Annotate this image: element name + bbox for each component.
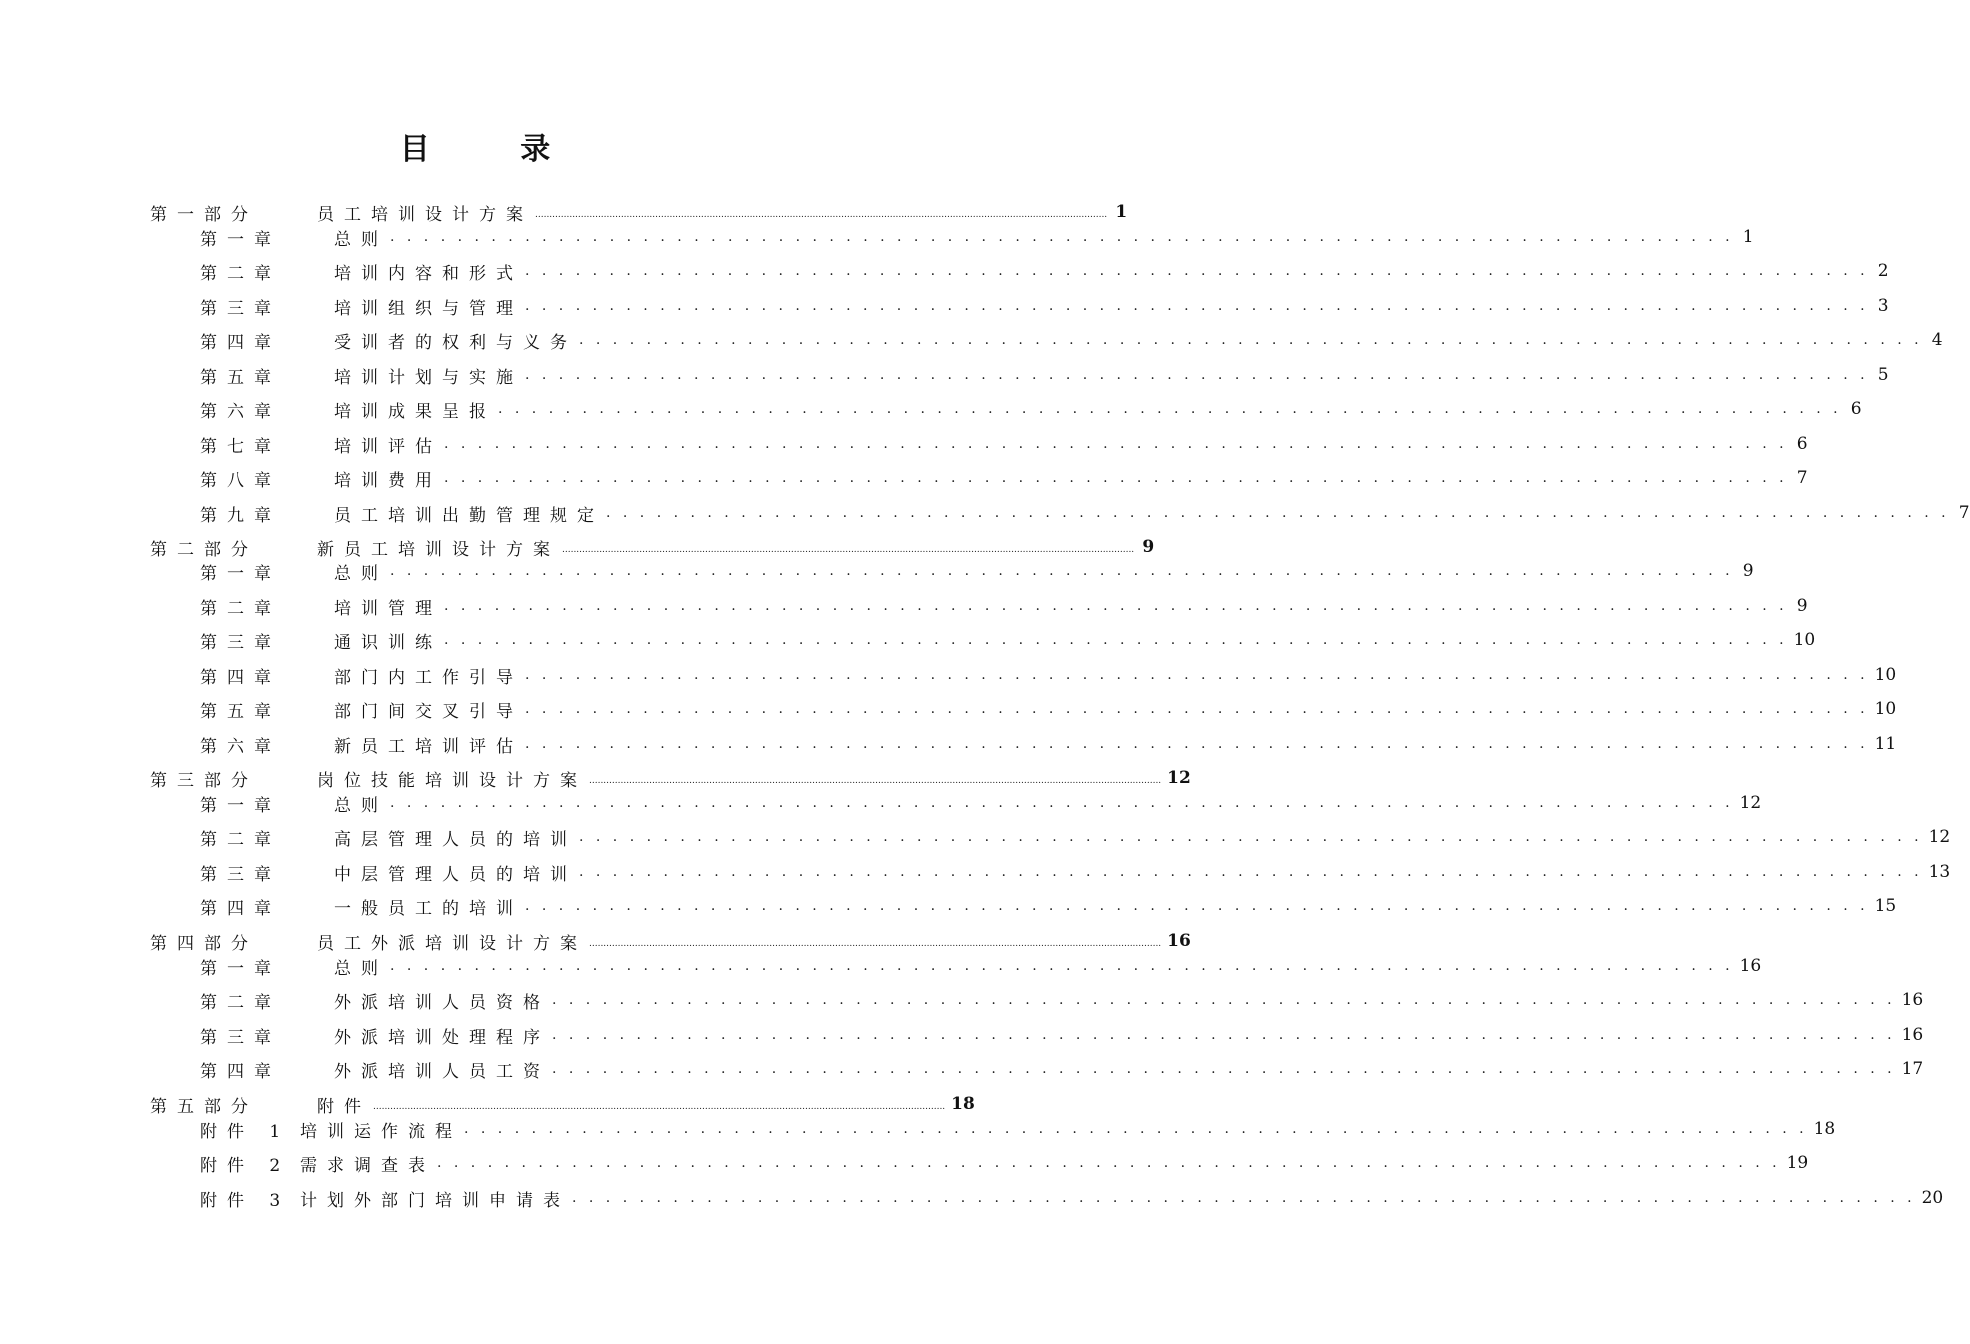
toc-chapter-entry[interactable] [200, 224, 1754, 250]
toc-entry-label: 第四章 [200, 898, 281, 919]
dot-leader: . . . . . . . . . . . . . . . . . . . . . . . . . . . . . . . . . . . . . . . . . . . . . . . . . . . . . . . . . . . . . . . . . . . . . . . . . . . . . . . . [437, 1155, 1781, 1171]
dot-leader: . . . . . . . . . . . . . . . . . . . . . . . . . . . . . . . . . . . . . . . . . . . . . . . . . . . . . . . . . . . . . . . . . . . . . . . . . . . . . . . . [525, 667, 1869, 683]
toc-entry-label: 第四章 [200, 667, 281, 688]
toc-entry-title: 员工培训出勤管理规定 [334, 505, 604, 526]
toc-entry-label: 第四章 [200, 332, 281, 353]
toc-page-number: 19 [1786, 1153, 1809, 1173]
toc-chapter-entry[interactable] [200, 662, 1897, 688]
toc-page-number: 7 [1796, 468, 1808, 488]
toc-chapter-entry[interactable] [200, 859, 1951, 885]
toc-entry-title: 员工外派培训设计方案 [317, 933, 587, 954]
toc-entry-title: 外派培训人员资格 [334, 992, 550, 1013]
dot-leader: . . . . . . . . . . . . . . . . . . . . . . . . . . . . . . . . . . . . . . . . . . . . . . . . . . . . . . . . . . . . . . . . . . . . . . . . . . . . . . . . [525, 263, 1869, 279]
dot-leader: . . . . . . . . . . . . . . . . . . . . . . . . . . . . . . . . . . . . . . . . . . . . . . . . . . . . . . . . . . . . . . . . . . . . . . . . . . . . . . . . [525, 298, 1869, 314]
toc-chapter-entry[interactable] [200, 893, 1897, 919]
toc-page-number: 16 [1167, 931, 1191, 951]
toc-chapter-entry[interactable] [200, 824, 1951, 850]
dot-leader: . . . . . . . . . . . . . . . . . . . . . . . . . . . . . . . . . . . . . . . . . . . . . . . . . . . . . . . . . . . . . . . . . . . . . . . . . . . . . . . . [552, 992, 1896, 1008]
toc-chapter-entry[interactable] [200, 593, 1808, 619]
toc-entry-label: 第一章 [200, 563, 281, 584]
toc-page-number: 10 [1874, 665, 1897, 685]
toc-chapter-entry[interactable] [200, 987, 1924, 1013]
toc-chapter-entry[interactable] [200, 558, 1754, 584]
toc-chapter-entry[interactable] [200, 396, 1862, 422]
toc-entry-label: 第九章 [200, 505, 281, 526]
toc-entry-title: 培训内容和形式 [334, 263, 523, 284]
toc-chapter-entry[interactable] [200, 1185, 1944, 1211]
toc-entry-title: 高层管理人员的培训 [334, 829, 577, 850]
toc-entry-title: 新员工培训设计方案 [317, 539, 560, 560]
toc-entry-label: 第一章 [200, 229, 281, 250]
dot-leader: . . . . . . . . . . . . . . . . . . . . . . . . . . . . . . . . . . . . . . . . . . . . . . . . . . . . . . . . . . . . . . . . . . . . . . . . . . . . . . . . [444, 598, 1788, 614]
dot-leader: . . . . . . . . . . . . . . . . . . . . . . . . . . . . . . . . . . . . . . . . . . . . . . . . . . . . . . . . . . . . . . . . . . . . . . . . . . . . . . . . [464, 1121, 1808, 1137]
toc-entry-title: 外派培训处理程序 [334, 1027, 550, 1048]
toc-chapter-entry[interactable] [200, 258, 1889, 284]
toc-entry-title: 岗位技能培训设计方案 [317, 770, 587, 791]
toc-page-number: 12 [1167, 768, 1191, 788]
toc-entry-label: 第五章 [200, 701, 281, 722]
toc-entry-label: 第二章 [200, 598, 281, 619]
toc-entry-label: 第一章 [200, 795, 281, 816]
toc-page-number: 2 [1877, 261, 1889, 281]
toc-page-number: 17 [1901, 1059, 1924, 1079]
toc-page-number: 18 [1813, 1119, 1836, 1139]
dot-leader: . . . . . . . . . . . . . . . . . . . . . . . . . . . . . . . . . . . . . . . . . . . . . . . . . . . . . . . . . . . . . . . . . . . . . . . . . . . . . . . . [390, 229, 1734, 245]
toc-entry-title: 培训成果呈报 [334, 401, 496, 422]
toc-page-number: 16 [1739, 956, 1762, 976]
toc-entry-label: 第三章 [200, 864, 281, 885]
toc-page-number: 15 [1874, 896, 1897, 916]
dot-leader: . . . . . . . . . . . . . . . . . . . . . . . . . . . . . . . . . . . . . . . . . . . . . . . . . . . . . . . . . . . . . . . . . . . . . . . . . . . . . . . . [579, 864, 1923, 880]
toc-entry-label: 附件 2 [200, 1155, 291, 1176]
toc-entry-label: 第三章 [200, 298, 281, 319]
toc-entry-title: 中层管理人员的培训 [334, 864, 577, 885]
toc-part-entry[interactable] [150, 765, 1191, 791]
dot-leader: . . . . . . . . . . . . . . . . . . . . . . . . . . . . . . . . . . . . . . . . . . . . . . . . . . . . . . . . . . . . . . . . . . . . . . . . . . . . . . . . [444, 632, 1788, 648]
toc-entry-title: 培训评估 [334, 436, 442, 457]
dot-leader: . . . . . . . . . . . . . . . . . . . . . . . . . . . . . . . . . . . . . . . . . . . . . . . . . . . . . . . . . . . . . . . . . . . . . . . . . . . . . . . . [525, 898, 1869, 914]
toc-chapter-entry[interactable] [200, 431, 1808, 457]
toc-entry-label: 第三部分 [150, 770, 258, 791]
toc-chapter-entry[interactable] [200, 362, 1889, 388]
toc-chapter-entry[interactable] [200, 465, 1808, 491]
dot-leader: . . . . . . . . . . . . . . . . . . . . . . . . . . . . . . . . . . . . . . . . . . . . . . . . . . . . . . . . . . . . . . . . . . . . . . . . . . . . . . . . [390, 958, 1734, 974]
toc-page-number: 1 [1742, 227, 1754, 247]
toc-entry-label: 第二部分 [150, 539, 258, 560]
toc-entry-title: 附件 [317, 1096, 371, 1117]
toc-entry-title: 总则 [334, 795, 388, 816]
toc-entry-label: 第三章 [200, 632, 281, 653]
toc-entry-label: 第二章 [200, 263, 281, 284]
toc-entry-title: 总则 [334, 229, 388, 250]
dot-leader: . . . . . . . . . . . . . . . . . . . . . . . . . . . . . . . . . . . . . . . . . . . . . . . . . . . . . . . . . . . . . . . . . . . . . . . . . . . . . . . . [444, 436, 1788, 452]
toc-page-number: 9 [1142, 537, 1155, 557]
toc-entry-title: 需求调查表 [300, 1155, 435, 1176]
toc-entry-label: 第四章 [200, 1061, 281, 1082]
toc-entry-label: 第五部分 [150, 1096, 258, 1117]
toc-entry-title: 培训运作流程 [300, 1121, 462, 1142]
toc-entry-label: 附件 3 [200, 1190, 291, 1211]
toc-entry-label: 第二章 [200, 992, 281, 1013]
toc-entry-label: 附件 1 [200, 1121, 291, 1142]
toc-entry-title: 总则 [334, 563, 388, 584]
toc-page-number: 5 [1877, 365, 1889, 385]
toc-chapter-entry[interactable] [200, 790, 1762, 816]
toc-entry-label: 第七章 [200, 436, 281, 457]
toc-entry-label: 第三章 [200, 1027, 281, 1048]
toc-part-entry[interactable] [150, 199, 1128, 225]
toc-entry-label: 第五章 [200, 367, 281, 388]
dot-leader: ........................................................................................................................................................................................................ [589, 939, 1162, 949]
toc-entry-title: 通识训练 [334, 632, 442, 653]
toc-chapter-entry[interactable] [200, 500, 1970, 526]
toc-entry-label: 第八章 [200, 470, 281, 491]
toc-page-number: 12 [1739, 793, 1762, 813]
toc-part-entry[interactable] [150, 534, 1155, 560]
toc-entry-title: 计划外部门培训申请表 [300, 1190, 570, 1211]
toc-entry-label: 第六章 [200, 401, 281, 422]
toc-entry-title: 部门内工作引导 [334, 667, 523, 688]
toc-part-entry[interactable] [150, 928, 1191, 954]
toc-entry-title: 外派培训人员工资 [334, 1061, 550, 1082]
toc-entry-title: 培训计划与实施 [334, 367, 523, 388]
toc-entry-title: 受训者的权利与义务 [334, 332, 577, 353]
toc-chapter-entry[interactable] [200, 696, 1897, 722]
toc-chapter-entry[interactable] [200, 1116, 1836, 1142]
dot-leader: . . . . . . . . . . . . . . . . . . . . . . . . . . . . . . . . . . . . . . . . . . . . . . . . . . . . . . . . . . . . . . . . . . . . . . . . . . . . . . . . [525, 701, 1869, 717]
toc-chapter-entry[interactable] [200, 1056, 1924, 1082]
toc-entry-title: 一般员工的培训 [334, 898, 523, 919]
toc-part-entry[interactable] [150, 1091, 975, 1117]
toc-entry-label: 第六章 [200, 736, 281, 757]
dot-leader: . . . . . . . . . . . . . . . . . . . . . . . . . . . . . . . . . . . . . . . . . . . . . . . . . . . . . . . . . . . . . . . . . . . . . . . . . . . . . . . . [579, 829, 1923, 845]
dot-leader: . . . . . . . . . . . . . . . . . . . . . . . . . . . . . . . . . . . . . . . . . . . . . . . . . . . . . . . . . . . . . . . . . . . . . . . . . . . . . . . . [552, 1061, 1896, 1077]
toc-entry-title: 部门间交叉引导 [334, 701, 523, 722]
dot-leader: ........................................................................................................................................................................................................ [562, 545, 1135, 555]
toc-page-number: 10 [1793, 630, 1816, 650]
toc-entry-title: 员工培训设计方案 [317, 204, 533, 225]
dot-leader: . . . . . . . . . . . . . . . . . . . . . . . . . . . . . . . . . . . . . . . . . . . . . . . . . . . . . . . . . . . . . . . . . . . . . . . . . . . . . . . . [390, 563, 1734, 579]
toc-page-number: 11 [1874, 734, 1897, 754]
dot-leader: . . . . . . . . . . . . . . . . . . . . . . . . . . . . . . . . . . . . . . . . . . . . . . . . . . . . . . . . . . . . . . . . . . . . . . . . . . . . . . . . [390, 795, 1734, 811]
dot-leader: . . . . . . . . . . . . . . . . . . . . . . . . . . . . . . . . . . . . . . . . . . . . . . . . . . . . . . . . . . . . . . . . . . . . . . . . . . . . . . . . [444, 470, 1788, 486]
toc-page-number: 9 [1796, 596, 1808, 616]
toc-entry-label: 第一部分 [150, 204, 258, 225]
dot-leader: ........................................................................................................................................................................................................ [589, 776, 1162, 786]
toc-entry-label: 第二章 [200, 829, 281, 850]
toc-chapter-entry[interactable] [200, 1022, 1924, 1048]
toc-chapter-entry[interactable] [200, 953, 1762, 979]
dot-leader: . . . . . . . . . . . . . . . . . . . . . . . . . . . . . . . . . . . . . . . . . . . . . . . . . . . . . . . . . . . . . . . . . . . . . . . . . . . . . . . . [552, 1027, 1896, 1043]
toc-entry-label: 第四部分 [150, 933, 258, 954]
toc-chapter-entry[interactable] [200, 327, 1943, 353]
toc-page-number: 1 [1115, 202, 1128, 222]
toc-page-number: 6 [1850, 399, 1862, 419]
dot-leader: ........................................................................................................................................................................................................ [373, 1102, 946, 1112]
toc-page-number: 16 [1901, 990, 1924, 1010]
toc-page-number: 6 [1796, 434, 1808, 454]
toc-page-number: 16 [1901, 1025, 1924, 1045]
dot-leader: . . . . . . . . . . . . . . . . . . . . . . . . . . . . . . . . . . . . . . . . . . . . . . . . . . . . . . . . . . . . . . . . . . . . . . . . . . . . . . . . [572, 1190, 1916, 1206]
toc-page-number: 18 [951, 1094, 975, 1114]
toc-entry-title: 培训组织与管理 [334, 298, 523, 319]
toc-chapter-entry[interactable] [200, 627, 1816, 653]
toc-page-number: 7 [1958, 503, 1970, 523]
toc-page-number: 9 [1742, 561, 1754, 581]
toc-chapter-entry[interactable] [200, 731, 1897, 757]
dot-leader: ........................................................................................................................................................................................................ [535, 210, 1108, 220]
toc-page-number: 4 [1931, 330, 1943, 350]
dot-leader: . . . . . . . . . . . . . . . . . . . . . . . . . . . . . . . . . . . . . . . . . . . . . . . . . . . . . . . . . . . . . . . . . . . . . . . . . . . . . . . . [525, 367, 1869, 383]
toc-page-number: 3 [1877, 296, 1889, 316]
dot-leader: . . . . . . . . . . . . . . . . . . . . . . . . . . . . . . . . . . . . . . . . . . . . . . . . . . . . . . . . . . . . . . . . . . . . . . . . . . . . . . . . [579, 332, 1923, 348]
toc-entry-title: 总则 [334, 958, 388, 979]
toc-page-number: 12 [1928, 827, 1951, 847]
dot-leader: . . . . . . . . . . . . . . . . . . . . . . . . . . . . . . . . . . . . . . . . . . . . . . . . . . . . . . . . . . . . . . . . . . . . . . . . . . . . . . . . [498, 401, 1842, 417]
toc-entry-label: 第一章 [200, 958, 281, 979]
toc-page-number: 13 [1928, 862, 1951, 882]
toc-page-number: 20 [1921, 1188, 1944, 1208]
toc-entry-title: 培训费用 [334, 470, 442, 491]
dot-leader: . . . . . . . . . . . . . . . . . . . . . . . . . . . . . . . . . . . . . . . . . . . . . . . . . . . . . . . . . . . . . . . . . . . . . . . . . . . . . . . . [525, 736, 1869, 752]
toc-page-number: 10 [1874, 699, 1897, 719]
toc-chapter-entry[interactable] [200, 1150, 1809, 1176]
toc-entry-title: 新员工培训评估 [334, 736, 523, 757]
dot-leader: . . . . . . . . . . . . . . . . . . . . . . . . . . . . . . . . . . . . . . . . . . . . . . . . . . . . . . . . . . . . . . . . . . . . . . . . . . . . . . . . [606, 505, 1950, 521]
page-title: 目 录 [399, 132, 591, 167]
toc-chapter-entry[interactable] [200, 293, 1889, 319]
toc-entry-title: 培训管理 [334, 598, 442, 619]
